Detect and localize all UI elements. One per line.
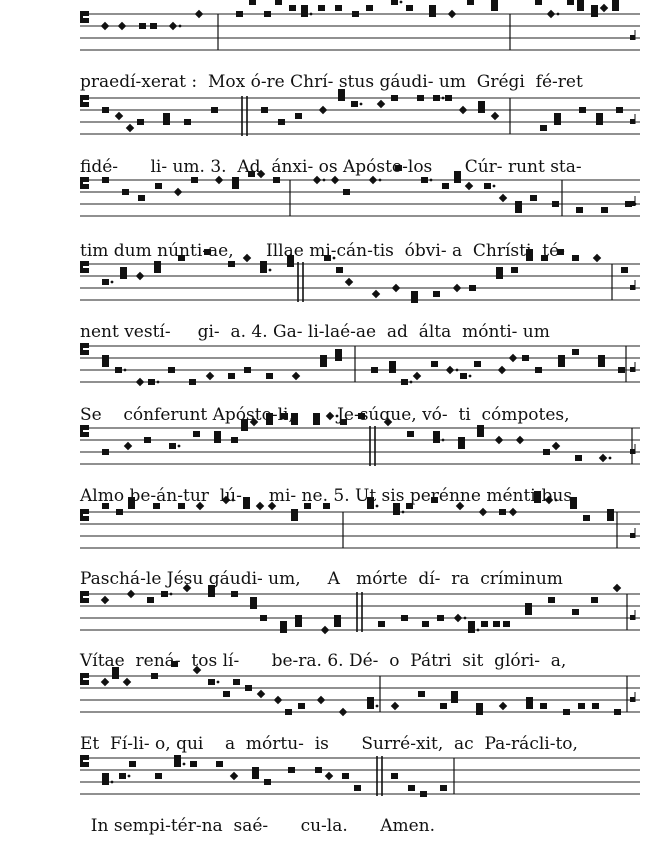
punctum-note-icon [499,194,507,202]
punctum-note-icon [127,590,135,598]
punctum-note-icon [621,267,628,273]
punctum-note-icon [102,449,109,455]
punctum-note-icon [245,685,252,691]
punctum-note-icon [264,11,271,17]
punctum-note-icon [467,0,474,5]
c-clef-icon [80,11,89,23]
punctum-note-icon [169,443,176,449]
staff-8 [80,584,640,634]
c-clef-icon [80,177,89,189]
punctum-note-icon [535,367,542,373]
punctum-note-icon [479,508,487,516]
lyric-line-7: Paschá-le Jésu gáudi- um, A mórte dí- ra críminum [80,569,563,589]
punctum-note-icon [138,195,145,201]
punctum-note-icon [231,591,238,597]
punctum-note-icon [579,107,586,113]
punctum-note-icon [236,11,243,17]
punctum-note-icon [168,367,175,373]
punctum-note-icon [116,509,123,515]
custos-icon [630,615,635,620]
punctum-note-icon [129,761,136,767]
punctum-note-icon [614,709,621,715]
punctum-note-icon [417,95,424,101]
punctum-note-icon [335,5,342,11]
c-clef-icon [80,343,89,355]
punctum-note-icon [616,107,623,113]
punctum-note-icon [343,189,350,195]
punctum-note-icon [408,785,415,791]
punctum-note-icon [401,615,408,621]
punctum-note-icon [189,379,196,385]
punctum-note-icon [481,621,488,627]
punctum-note-icon [101,22,109,30]
punctum-note-icon [215,176,223,184]
punctum-note-icon [190,761,197,767]
punctum-note-icon [257,690,265,698]
punctum-note-icon [264,779,271,785]
punctum-note-icon [499,509,506,515]
punctum-note-icon [101,596,109,604]
punctum-note-icon [298,703,305,709]
punctum-note-icon [440,703,447,709]
punctum-note-icon [499,702,507,710]
punctum-note-icon [119,773,126,779]
punctum-note-icon [516,436,524,444]
custos-icon [630,201,635,206]
punctum-note-icon [572,349,579,355]
punctum-note-icon [345,278,353,286]
punctum-note-icon [592,703,599,709]
punctum-note-icon [509,354,517,362]
custos-icon [630,533,635,538]
punctum-note-icon [313,176,321,184]
c-clef-icon [80,673,89,685]
punctum-note-icon [407,431,414,437]
punctum-note-icon [548,597,555,603]
punctum-note-icon [193,431,200,437]
punctum-note-icon [459,106,467,114]
punctum-note-icon [422,621,429,627]
punctum-note-icon [433,95,440,101]
c-clef-icon [80,755,89,767]
punctum-note-icon [491,112,499,120]
punctum-note-icon [278,119,285,125]
punctum-note-icon [454,614,462,622]
lyric-line-9: Et Fí-li- o, qui a mórtu- is Surré-xit, ac Pa-rácli-to, [80,734,578,754]
punctum-note-icon [274,696,282,704]
punctum-note-icon [155,183,162,189]
punctum-note-icon [261,107,268,113]
punctum-note-icon [339,708,347,716]
punctum-note-icon [530,195,537,201]
c-clef-icon [80,261,89,273]
punctum-note-icon [540,703,547,709]
lyric-line-2: fidé- li- um. 3. Ad ánxi- os Apósto-los Cúr- runt sta- [80,157,582,177]
punctum-note-icon [126,124,134,132]
punctum-note-icon [618,367,625,373]
punctum-note-icon [446,366,454,374]
lyric-line-4: nent vestí- gi- a. 4. Ga- li-laé-ae ad álta mónti- um [80,322,550,342]
custos-icon [630,35,635,40]
punctum-note-icon [148,379,155,385]
lyric-line-8: Vítae rená- tos lí- be-ra. 6. Dé- o Pátri sit glóri- a, [80,651,567,671]
punctum-note-icon [576,207,583,213]
punctum-note-icon [437,615,444,621]
punctum-note-icon [354,785,361,791]
punctum-note-icon [331,176,339,184]
punctum-note-icon [591,597,598,603]
punctum-note-icon [391,702,399,710]
staff-5 [80,343,640,386]
punctum-note-icon [315,767,322,773]
punctum-note-icon [599,454,607,462]
punctum-note-icon [431,361,438,367]
punctum-note-icon [552,442,560,450]
punctum-note-icon [366,5,373,11]
punctum-note-icon [583,515,590,521]
punctum-note-icon [552,201,559,207]
punctum-note-icon [151,673,158,679]
punctum-note-icon [336,267,343,273]
punctum-note-icon [509,508,517,516]
punctum-note-icon [600,4,608,12]
c-clef-icon [80,509,89,521]
punctum-note-icon [115,112,123,120]
punctum-note-icon [540,125,547,131]
punctum-note-icon [391,773,398,779]
punctum-note-icon [372,290,380,298]
punctum-note-icon [493,621,500,627]
punctum-note-icon [318,5,325,11]
punctum-note-icon [231,437,238,443]
punctum-note-icon [273,177,280,183]
punctum-note-icon [118,22,126,30]
custos-icon [630,697,635,702]
lyric-line-5: Se cónferunt Apósto-li, Je-súque, vó- ti cómpotes, [80,405,570,425]
punctum-note-icon [392,284,400,292]
punctum-note-icon [442,183,449,189]
punctum-note-icon [418,691,425,697]
punctum-note-icon [378,621,385,627]
lyric-line-10: In sempi-tér-na saé- cu-la. Amen. [80,816,436,836]
punctum-note-icon [421,177,428,183]
custos-icon [630,449,635,454]
punctum-note-icon [547,10,555,18]
punctum-note-icon [228,261,235,267]
punctum-note-icon [288,767,295,773]
punctum-note-icon [469,285,476,291]
punctum-note-icon [572,609,579,615]
punctum-note-icon [155,773,162,779]
punctum-note-icon [275,0,282,5]
punctum-note-icon [474,361,481,367]
punctum-note-icon [147,597,154,603]
punctum-note-icon [317,696,325,704]
punctum-note-icon [319,106,327,114]
punctum-note-icon [123,678,131,686]
punctum-note-icon [184,119,191,125]
punctum-note-icon [102,107,109,113]
punctum-note-icon [191,177,198,183]
punctum-note-icon [351,101,358,107]
lyric-line-6: Almo be-án-tur lú- mi- ne. 5. Ut sis perénne ménti-bus [80,486,573,506]
punctum-note-icon [285,709,292,715]
punctum-note-icon [460,373,467,379]
punctum-note-icon [136,378,144,386]
punctum-note-icon [563,709,570,715]
punctum-note-icon [498,366,506,374]
punctum-note-icon [102,177,109,183]
punctum-note-icon [371,367,378,373]
punctum-note-icon [124,442,132,450]
punctum-note-icon [289,5,296,11]
punctum-note-icon [115,367,122,373]
punctum-note-icon [484,183,491,189]
punctum-note-icon [244,367,251,373]
c-clef-icon [80,425,89,437]
staff-2 [80,89,640,136]
custos-icon [630,285,635,290]
punctum-note-icon [101,678,109,686]
punctum-note-icon [440,785,447,791]
punctum-note-icon [433,291,440,297]
punctum-note-icon [174,188,182,196]
punctum-note-icon [161,591,168,597]
punctum-note-icon [223,691,230,697]
punctum-note-icon [292,372,300,380]
punctum-note-icon [413,372,421,380]
staff-1 [80,0,640,50]
punctum-note-icon [401,379,408,385]
punctum-note-icon [377,100,385,108]
punctum-note-icon [522,355,529,361]
punctum-note-icon [102,279,109,285]
punctum-note-icon [448,10,456,18]
punctum-note-icon [136,272,144,280]
punctum-note-icon [503,621,510,627]
punctum-note-icon [230,772,238,780]
punctum-note-icon [420,791,427,797]
punctum-note-icon [352,11,359,17]
punctum-note-icon [211,107,218,113]
punctum-note-icon [406,5,413,11]
lyric-line-3: tim dum núnti-ae, Illae mi-cán-tis óbvi- a Chrísti té- [80,241,565,261]
punctum-note-icon [342,773,349,779]
punctum-note-icon [150,23,157,29]
punctum-note-icon [139,23,146,29]
punctum-note-icon [260,615,267,621]
c-clef-icon [80,591,89,603]
punctum-note-icon [216,761,223,767]
punctum-note-icon [195,10,203,18]
punctum-note-icon [575,455,582,461]
punctum-note-icon [601,207,608,213]
c-clef-icon [80,95,89,107]
staff-10 [80,755,640,797]
punctum-note-icon [391,95,398,101]
punctum-note-icon [453,284,461,292]
punctum-note-icon [321,626,329,634]
punctum-note-icon [122,189,129,195]
custos-icon [630,367,635,372]
punctum-note-icon [228,373,235,379]
lyric-line-1: praedí-xerat : Mox ó-re Chrí- stus gáudi- um Grégi fé-ret [80,72,583,92]
punctum-note-icon [511,267,518,273]
punctum-note-icon [266,373,273,379]
custos-icon [630,119,635,124]
punctum-note-icon [495,436,503,444]
punctum-note-icon [233,679,240,685]
punctum-note-icon [137,119,144,125]
punctum-note-icon [169,22,177,30]
punctum-note-icon [465,182,473,190]
punctum-note-icon [445,95,452,101]
punctum-note-icon [208,679,215,685]
punctum-note-icon [206,372,214,380]
punctum-note-icon [369,176,377,184]
punctum-note-icon [295,113,302,119]
punctum-note-icon [325,772,333,780]
punctum-note-icon [578,703,585,709]
punctum-note-icon [543,449,550,455]
punctum-note-icon [391,0,398,5]
punctum-note-icon [144,437,151,443]
